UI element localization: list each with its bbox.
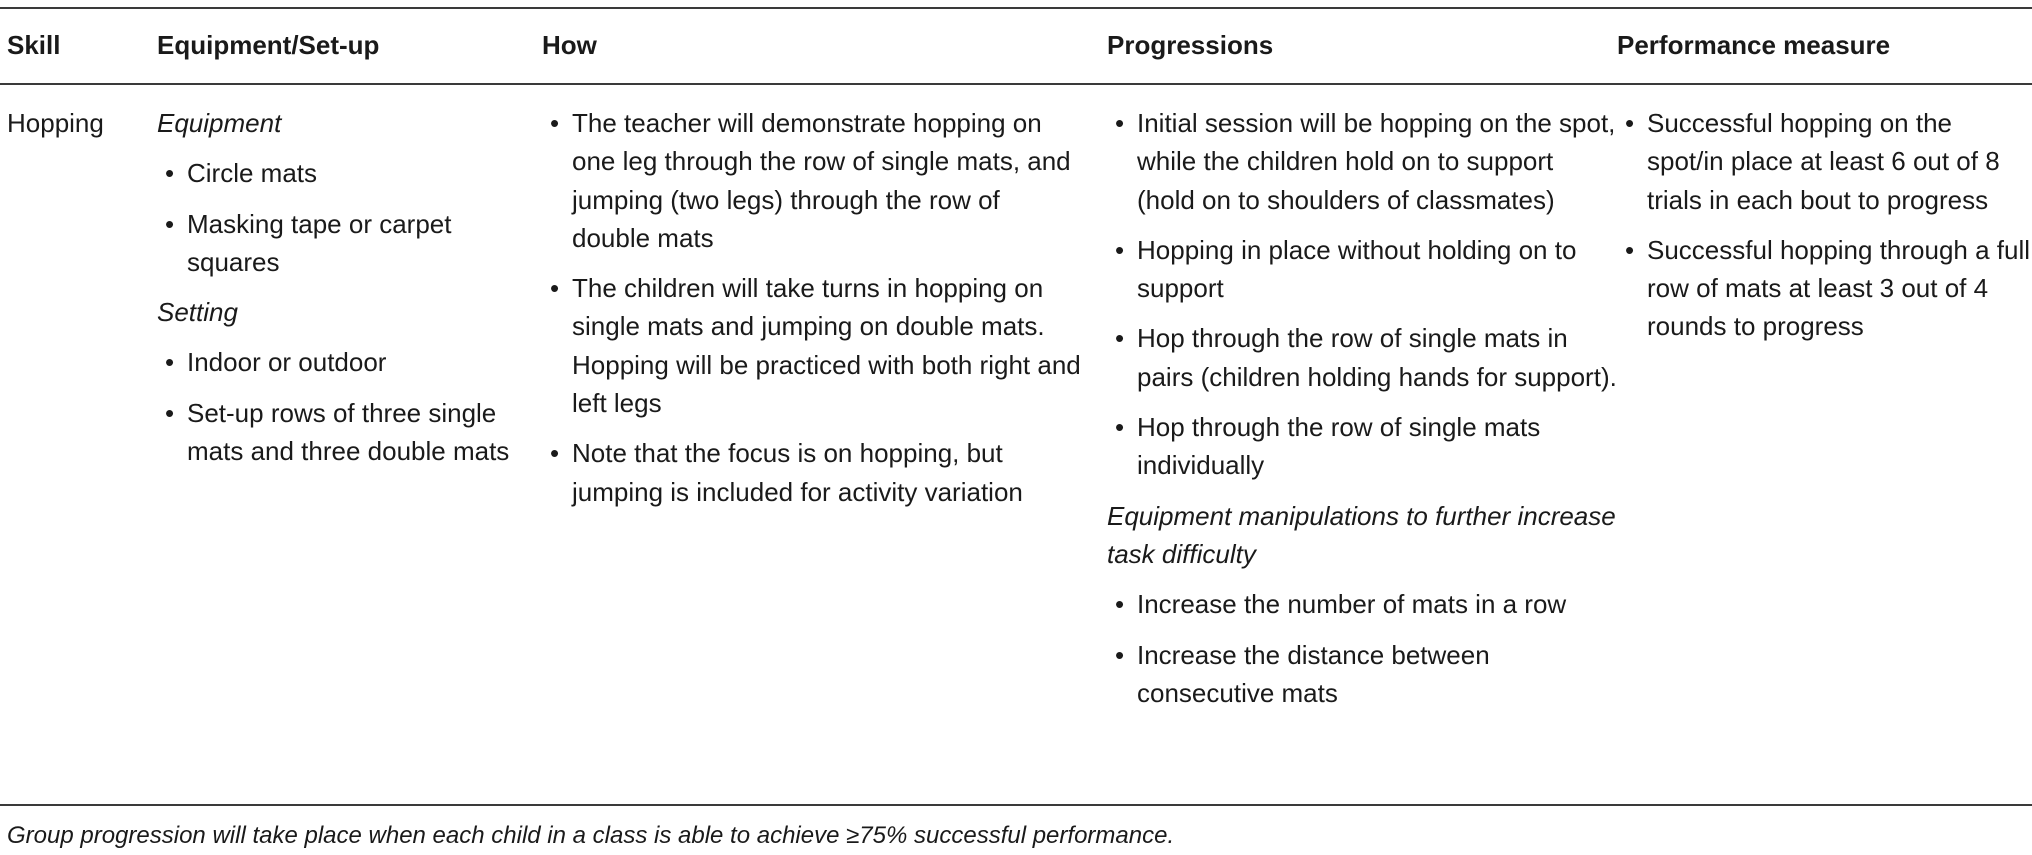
list-item: • Hop through the row of single mats in pairs (children holding hands for support). xyxy=(1107,319,1617,396)
header-performance: Performance measure xyxy=(1617,30,1891,60)
equipment-subheading: Equipment xyxy=(157,108,282,138)
cell-how xyxy=(542,104,1082,523)
list-item: • Masking tape or carpet squares xyxy=(157,205,537,282)
setting-list xyxy=(157,343,537,470)
performance-list xyxy=(1617,104,2032,346)
list-item: • Successful hopping through a full row of mats at least 3 out of 4 rounds to progress xyxy=(1617,231,2032,346)
equipment-list xyxy=(157,154,537,281)
cell-equipment xyxy=(157,104,537,482)
cell-skill: Hopping xyxy=(7,108,104,138)
list-item: • Hopping in place without holding on to support xyxy=(1107,231,1617,308)
list-item: • The teacher will demonstrate hopping on one leg through the row of single mats, and jumping (two legs) through the row of double mats xyxy=(542,104,1082,257)
list-item: • Increase the distance between consecutive mats xyxy=(1107,636,1617,713)
header-divider-rule xyxy=(0,83,2032,85)
list-item: • Note that the focus is on hopping, but jumping is included for activity variation xyxy=(542,434,1082,511)
header-skill: Skill xyxy=(7,30,61,60)
manipulation-list xyxy=(1107,585,1617,712)
table-top-rule xyxy=(0,7,2032,9)
list-item: • Circle mats xyxy=(157,154,537,192)
table-footnote: Group progression will take place when each child in a class is able to achieve ≥75% successful performance. xyxy=(7,822,1175,849)
table-bottom-rule xyxy=(0,804,2032,806)
list-item: • Set-up rows of three single mats and three double mats xyxy=(157,394,537,471)
cell-progressions xyxy=(1107,104,1617,724)
list-item: • Successful hopping on the spot/in place at least 6 out of 8 trials in each bout to progress xyxy=(1617,104,2032,219)
manipulation-subheading: Equipment manipulations to further increase task difficulty xyxy=(1107,500,1616,569)
header-equipment: Equipment/Set-up xyxy=(157,30,380,60)
header-progressions: Progressions xyxy=(1107,30,1274,60)
list-item: • The children will take turns in hopping on single mats and jumping on double mats. Hopping will be practiced with both right and left legs xyxy=(542,269,1082,422)
list-item: • Indoor or outdoor xyxy=(157,343,537,381)
how-list xyxy=(542,104,1082,511)
setting-subheading: Setting xyxy=(157,297,238,328)
list-item: • Hop through the row of single mats individually xyxy=(1107,408,1617,485)
list-item: • Increase the number of mats in a row xyxy=(1107,585,1617,623)
cell-performance xyxy=(1617,104,2032,358)
list-item: • Initial session will be hopping on the spot, while the children hold on to support (hold on to shoulders of classmates) xyxy=(1107,104,1617,219)
header-how: How xyxy=(542,30,597,60)
progressions-list xyxy=(1107,104,1617,485)
